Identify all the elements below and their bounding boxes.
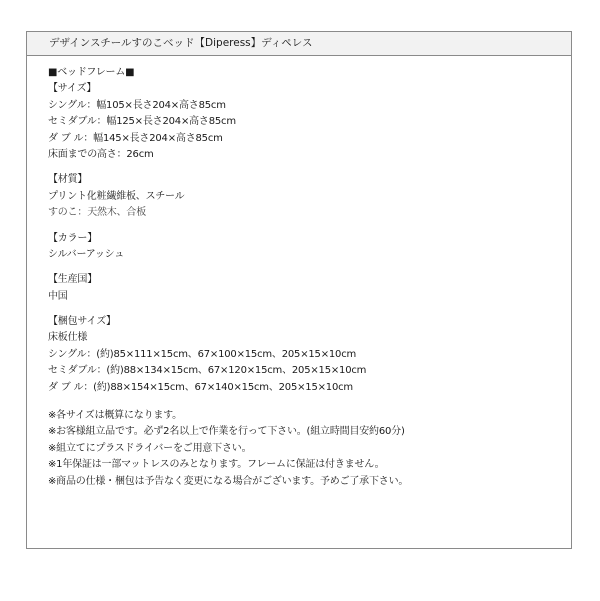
spec-box <box>26 31 572 549</box>
package-spec: 床板仕様 <box>48 332 88 344</box>
material-line2: すのこ：天然木、合板 <box>48 207 146 219</box>
note-item: ※お客様組立品です。必ず2名以上で作業を行って下さい。(組立時間目安約60分) <box>48 426 405 438</box>
size-single: シングル：幅105×長さ204×高さ85cm <box>48 99 226 111</box>
origin-value: 中国 <box>48 290 68 302</box>
spec-content <box>27 56 571 490</box>
size-semi-double: セミダブル：幅125×長さ204×高さ85cm <box>48 116 236 128</box>
package-label: 【梱包サイズ】 <box>48 316 116 328</box>
package-single: シングル：(約)85×111×15cm、67×100×15cm、205×15×10cm <box>48 348 357 360</box>
product-title: デザインスチールすのこベッド【Diperess】ディペレス <box>27 32 571 56</box>
color-value: シルバーアッシュ <box>48 248 125 260</box>
floor-height: 床面までの高さ：26cm <box>48 148 154 160</box>
note-item: ※商品の仕様・梱包は予告なく変更になる場合がございます。予めご了承下さい。 <box>48 475 409 487</box>
note-item: ※組立てにプラスドライバーをご用意下さい。 <box>48 442 252 454</box>
material-label: 【材質】 <box>48 174 88 186</box>
package-semi-double: セミダブル：(約)88×134×15cm、67×120×15cm、205×15×10cm <box>48 365 367 377</box>
size-double: ダ ブ ル：幅145×長さ204×高さ85cm <box>48 132 223 144</box>
size-label: 【サイズ】 <box>48 83 97 95</box>
package-double: ダ ブ ル：(約)88×154×15cm、67×140×15cm、205×15×10cm <box>48 381 353 393</box>
origin-label: 【生産国】 <box>48 274 97 286</box>
note-item: ※1年保証は一部マットレスのみとなります。フレームに保証は付きません。 <box>48 459 385 471</box>
frame-heading: ■ベッドフレーム■ <box>48 67 135 78</box>
material-line1: プリント化粧繊維板、スチール <box>48 190 185 202</box>
color-label: 【カラー】 <box>48 232 97 244</box>
note-item: ※各サイズは概算になります。 <box>48 410 182 422</box>
